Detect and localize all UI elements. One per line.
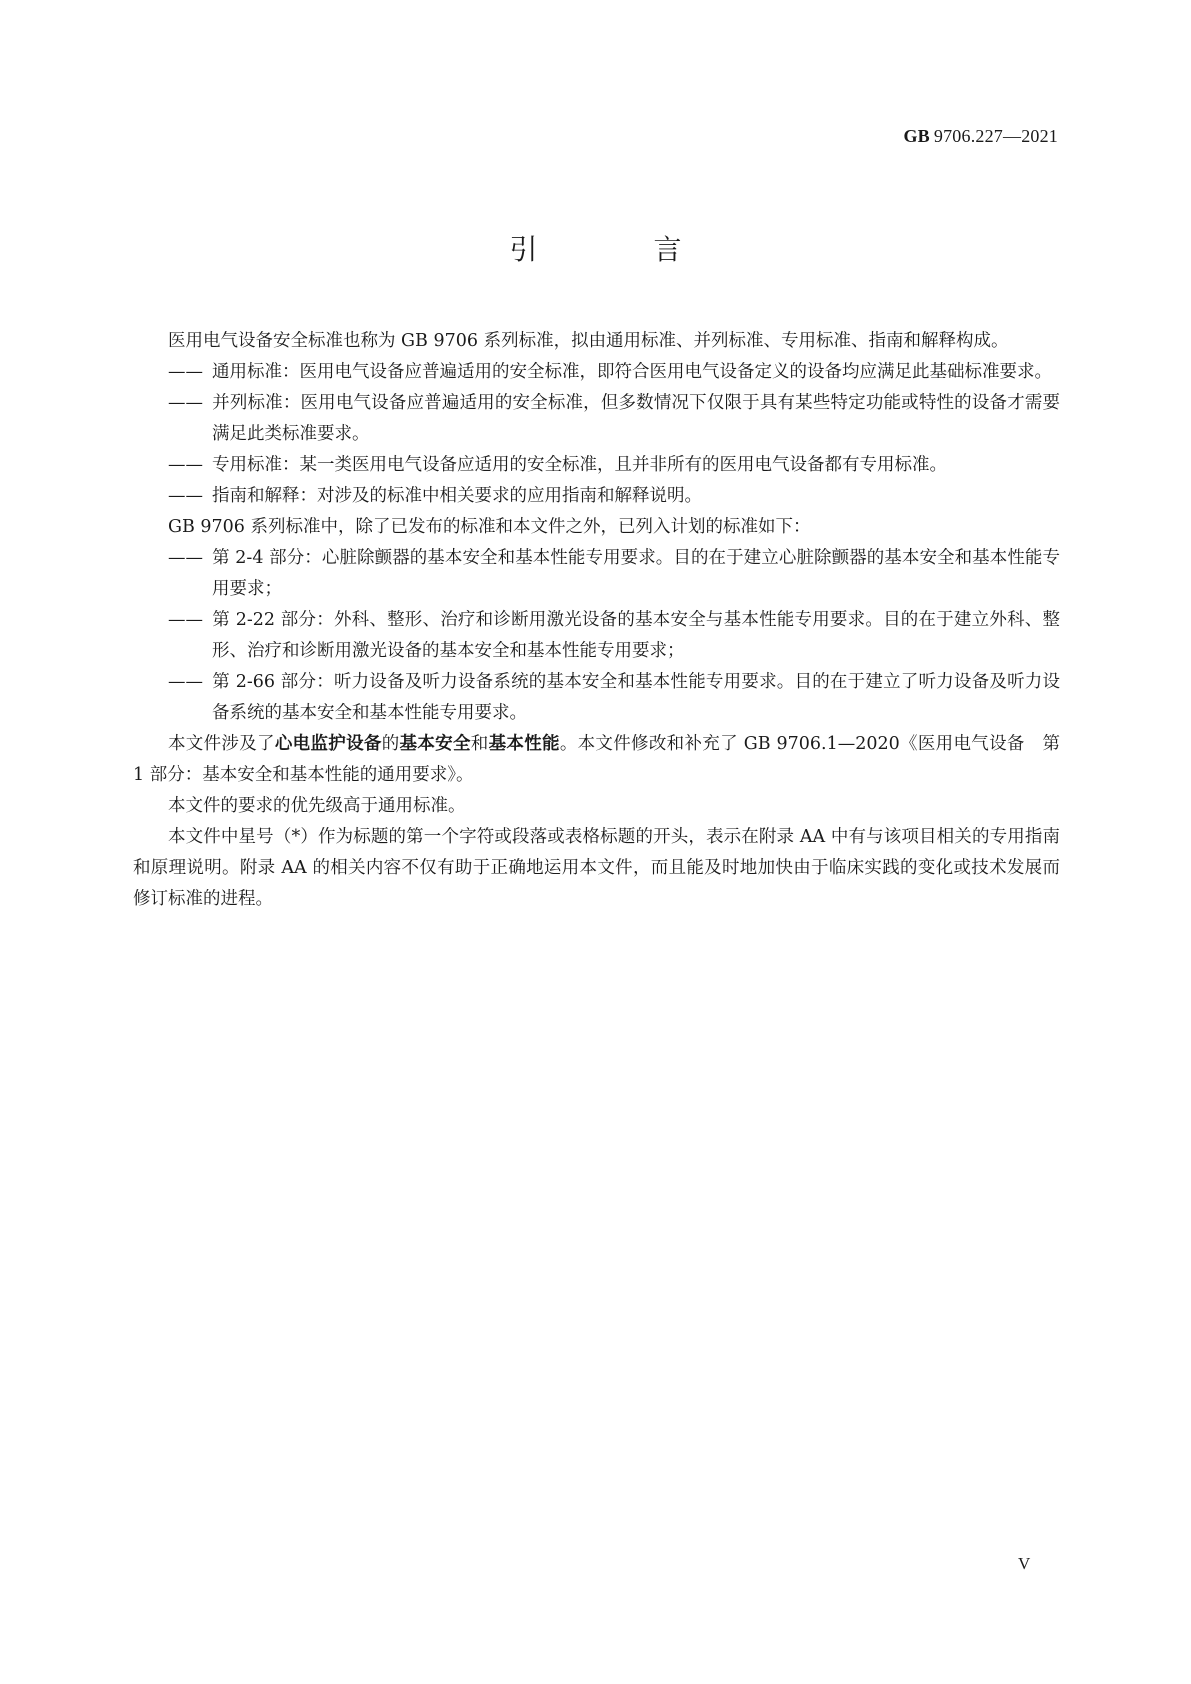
bold-term: 基本安全 (399, 734, 471, 754)
list-item-text: 第 2-4 部分：心脏除颤器的基本安全和基本性能专用要求。目的在于建立心脏除颤器的基本安全和基本性能专用要求； (212, 548, 1060, 599)
list-item-text: 专用标准：某一类医用电气设备应适用的安全标准，且并非所有的医用电气设备都有专用标准。 (212, 455, 947, 475)
dash-marker: —— (168, 672, 203, 692)
list-item-particular-standard (133, 450, 1060, 481)
list-item-part-2-22 (133, 605, 1060, 667)
list-item-collateral-standard (133, 388, 1060, 450)
dash-marker: —— (168, 393, 203, 413)
page-title: 引 言 (509, 233, 726, 266)
text-run: 。本文件修改和补充了 GB 9706.1—2020《医用电气设备 第 1 部分：基本安全和基本性能的通用要求》。 (133, 734, 1061, 785)
introduction-body (133, 326, 1060, 915)
list-item-text: 通用标准：医用电气设备应普遍适用的安全标准，即符合医用电气设备定义的设备均应满足此基础标准要求。 (212, 362, 1052, 382)
page-number: V (1018, 1554, 1031, 1573)
list-item-text: 指南和解释：对涉及的标准中相关要求的应用指南和解释说明。 (212, 486, 702, 506)
dash-marker: —— (168, 548, 203, 568)
list-item-text: 第 2-22 部分：外科、整形、治疗和诊断用激光设备的基本安全与基本性能专用要求。目的在于建立外科、整形、治疗和诊断用激光设备的基本安全和基本性能专用要求； (212, 610, 1060, 661)
bold-term: 心电监护设备 (274, 734, 382, 754)
list-item-part-2-4 (133, 543, 1060, 605)
intro-paragraph-4: 本文件的要求的优先级高于通用标准。 (168, 796, 466, 816)
list-item-text: 并列标准：医用电气设备应普遍适用的安全标准，但多数情况下仅限于具有某些特定功能或特性的设备才需要满足此类标准要求。 (212, 393, 1060, 444)
list-item-guidance (133, 481, 1060, 512)
dash-marker: —— (168, 455, 203, 475)
document-id-prefix: GB (903, 126, 930, 146)
list-item-text: 第 2-66 部分：听力设备及听力设备系统的基本安全和基本性能专用要求。目的在于建立了听力设备及听力设备系统的基本安全和基本性能专用要求。 (212, 672, 1060, 723)
document-id-number: 9706.227—2021 (933, 126, 1058, 146)
list-item-part-2-66 (133, 667, 1060, 729)
intro-paragraph-5: 本文件中星号（*）作为标题的第一个字符或段落或表格标题的开头，表示在附录 AA 中有与该项目相关的专用指南和原理说明。附录 AA 的相关内容不仅有助于正确地运用本文件，而且能及时地加快由于临床实践的变化或技术发展而修订标准的进程。 (133, 827, 1060, 909)
list-item-general-standard (133, 357, 1060, 388)
bold-term: 基本性能 (488, 734, 560, 754)
dash-marker: —— (168, 486, 203, 506)
intro-paragraph-2: GB 9706 系列标准中，除了已发布的标准和本文件之外，已列入计划的标准如下： (168, 517, 811, 537)
intro-paragraph-3 (133, 729, 1060, 791)
intro-paragraph-1: 医用电气设备安全标准也称为 GB 9706 系列标准，拟由通用标准、并列标准、专用标准、指南和解释构成。 (168, 331, 1009, 351)
text-run: 本文件涉及了 (168, 734, 275, 754)
dash-marker: —— (168, 610, 203, 630)
document-id (903, 126, 1058, 147)
text-run: 和 (470, 734, 489, 754)
text-run: 的 (381, 734, 400, 754)
dash-marker: —— (168, 362, 203, 382)
